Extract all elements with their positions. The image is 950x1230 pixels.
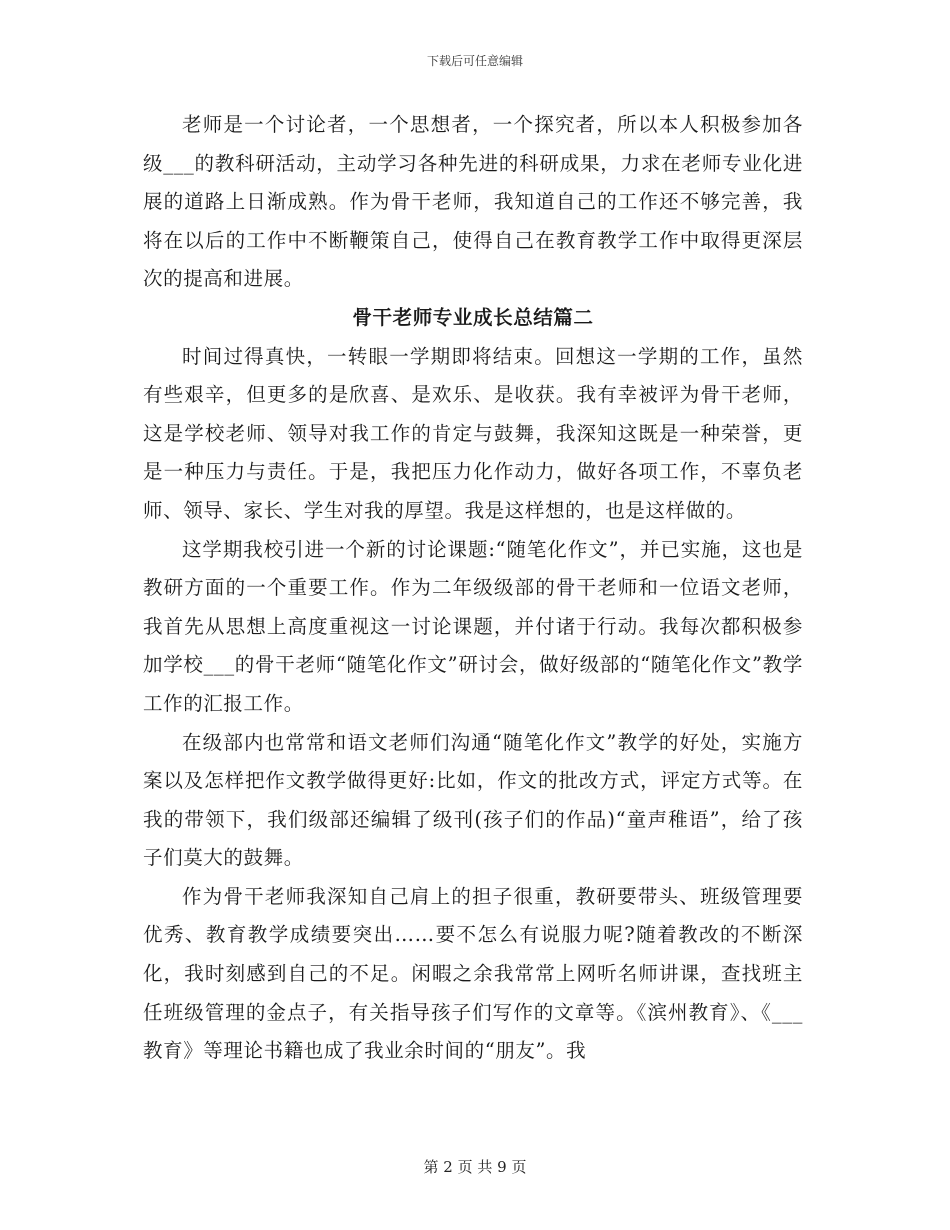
page-footer: 第 2 页 共 9 页 (423, 1158, 527, 1176)
page-header: 下载后可任意编辑 (426, 54, 523, 68)
section-title: 骨干老师专业成长总结篇二 (352, 305, 594, 329)
paragraph-1: 老师是一个讨论者，一个思想者，一个探究者，所以本人积极参加各级___的教科研活动，主动学习各种先进的科研成果，力求在老师专业化进展的道路上日渐成熟。作为骨干老师，我知道自己的工作还不够完善，我将在以后的工作中不断鞭策自己，使得自己在教育教学工作中取得更深层次的提高和进展。 (143, 113, 803, 291)
paragraph-2: 时间过得真快，一转眼一学期即将结束。回想这一学期的工作，虽然有些艰辛，但更多的是欣喜、是欢乐、是收获。我有幸被评为骨干老师，这是学校老师、领导对我工作的肯定与鼓舞，我深知这既是一种荣誉，更是一种压力与责任。于是，我把压力化作动力，做好各项工作，不辜负老师、领导、家长、学生对我的厚望。我是这样想的，也是这样做的。 (143, 344, 803, 522)
paragraph-4: 在级部内也常常和语文老师们沟通“随笔化作文”教学的好处，实施方案以及怎样把作文教学做得更好:比如，作文的批改方式，评定方式等。在我的带领下，我们级部还编辑了级刊(孩子们的作品)“童声稚语”，给了孩子们莫大的鼓舞。 (143, 730, 803, 870)
document-body (143, 106, 803, 1071)
paragraph-5: 作为骨干老师我深知自己肩上的担子很重，教研要带头、班级管理要优秀、教育教学成绩要突出……要不怎么有说服力呢?随着教改的不断深化，我时刻感到自己的不足。闲暇之余我常常上网听名师讲课，查找班主任班级管理的金点子，有关指导孩子们写作的文章等。《滨州教育》、《___教育》等理论书籍也成了我业余时间的“朋友”。我 (143, 884, 803, 1063)
paragraph-3: 这学期我校引进一个新的讨论课题:“随笔化作文”，并已实施，这也是教研方面的一个重要工作。作为二年级级部的骨干老师和一位语文老师，我首先从思想上高度重视这一讨论课题，并付诸于行动。我每次都积极参加学校___的骨干老师“随笔化作文”研讨会，做好级部的“随笔化作文”教学工作的汇报工作。 (143, 537, 803, 715)
